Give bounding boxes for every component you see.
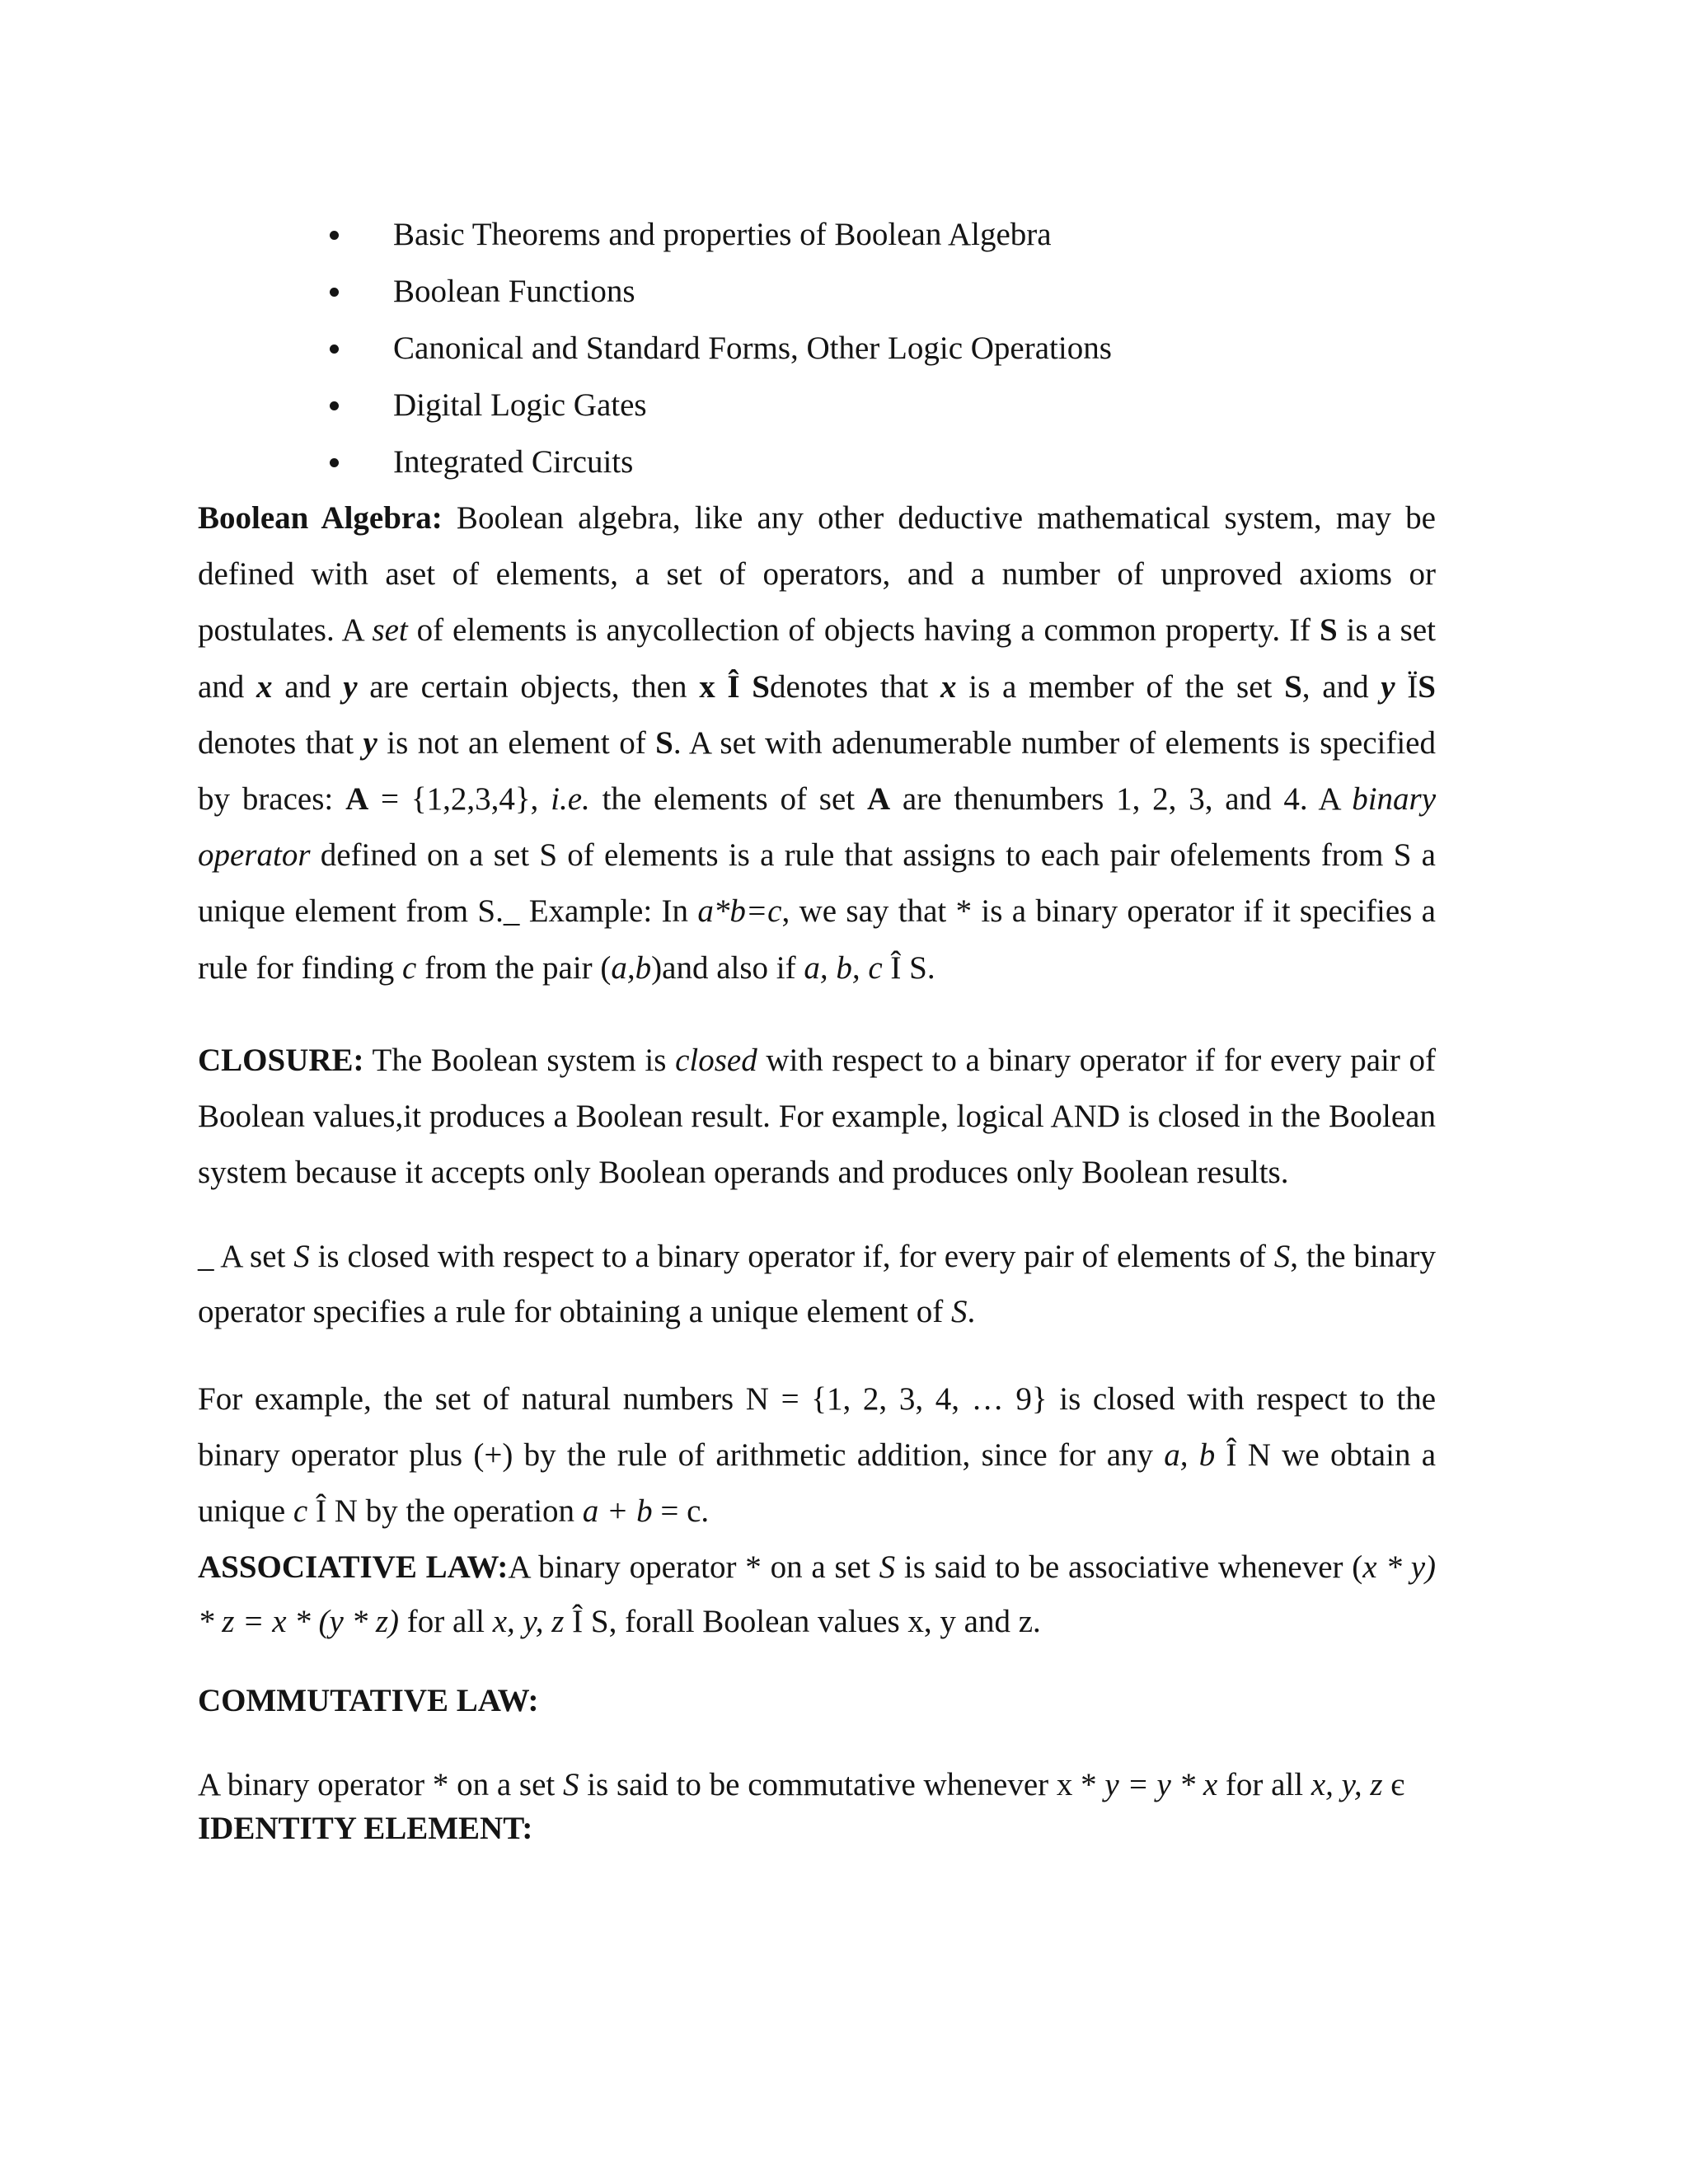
boolean-algebra-heading: Boolean Algebra: [198, 500, 443, 536]
associative-law-heading: ASSOCIATIVE LAW: [198, 1549, 509, 1585]
commutative-law-heading: COMMUTATIVE LAW: [198, 1683, 539, 1718]
bullet-icon [330, 288, 339, 297]
bullet-icon [330, 344, 339, 354]
associative-law-paragraph: ASSOCIATIVE LAW:A binary operator * on a set S is said to be associative whenever (x * y) * z = x * (y * z) for all x, y, z Î S, forall Boolean values x, y and z. [198, 1549, 1436, 1639]
boolean-algebra-paragraph: Boolean Algebra: Boolean algebra, like any other deductive mathematical system, may be defined with aset of elements, a set of operators, and a number of unproved axioms or postulates. A set of elements is anycollection of objects having a common property. If S is a set and x and y are certain objects, then x Î Sdenotes that x is a member of the set S, and y ÏS denotes that y is not an element of S. A set with adenumerable number of elements is specified by braces: A = {1,2,3,4}, i.e. the elements of set A are thenumbers 1, 2, 3, and 4. A binary operator defined on a set S of elements is a rule that assigns to each pair ofelements from S a unique element from S._ Example: In a*b=c, we say that * is a binary operator if it specifies a rule for finding c from the pair (a,b)and also if a, b, c Î S. [198, 500, 1437, 986]
closure-paragraph: CLOSURE: The Boolean system is closed with respect to a binary operator if for every pair of Boolean values,it produces a Boolean result. For example, logical AND is closed in the Boolean system because it accepts only Boolean operands and produces only Boolean results. [198, 1043, 1436, 1191]
bullet-icon [330, 458, 339, 467]
closure-heading: CLOSURE: [198, 1043, 364, 1078]
closed-set-paragraph: _ A set S is closed with respect to a binary operator if, for every pair of elements of S, the binary operator specifies a rule for obtaining a unique element of S. [198, 1239, 1437, 1329]
bullet-icon [330, 231, 339, 240]
commutative-law-text: A binary operator * on a set S is said to be commutative whenever x * y = y * x for all x, y, z є [198, 1767, 1405, 1802]
bullet-icon [330, 401, 339, 410]
document-page: Basic Theorems and properties of Boolean Algebra Boolean Functions Canonical and Standard Forms, Other Logic Operations Digital Logic Gates Integrated Circuits Boolean Algebra: Boolean algebra, like any other deductive mathematical system, may be defined with aset of elements, a set of operators, and a number of unproved axioms or postulates. A set of elements is anycollection of objects having a common property. If S is a set and x and y are certain objects, then x Î Sdenotes that x is a member of the set S, and y ÏS denotes that y is not an element of S. A set with adenumerable number of elements is specified by braces: A = {1,2,3,4}, i.e. the elements of set A are thenumbers 1, 2, 3, and 4. A binary operator defined on a set S of elements is a rule that assigns to each pair ofelements from S a unique element from S._ Example: In a*b=c, we say that * is a binary operator if it specifies a rule for finding c from the pair (a,b)and also if a, b, c Î S. CLOSURE: The Boolean system is closed with respect to a binary operator if for every pair of Boolean values,it produces a Boolean result. For example, logical AND is closed in the Boolean system because it accepts only Boolean operands and produces only Boolean results. _ A set S is closed with respect to a binary operator if, for every pair of elements of S, the binary operator specifies a rule for obtaining a unique element of S. For example, the set of natural numbers N = {1, 2, 3, 4, … 9} is closed with respect to the binary operator plus (+) by the rule of arithmetic addition, since for any a, b Î N we obtain a unique c Î N by the operation a + b = c. ASSOCIATIVE LAW:A binary operator * on a set S is said to be associative whenever (x * y) * z = x * (y * z) for all x, y, z Î S, forall Boolean values x, y and z. COMMUTATIVE LAW: A binary operator * on a set S is said to be commutative whenever x * y = y * x for all x, y, z є IDENTITY ELEMENT: [0, 0, 1688, 2184]
identity-element-heading: IDENTITY ELEMENT: [198, 1811, 533, 1846]
natural-numbers-paragraph: For example, the set of natural numbers N = {1, 2, 3, 4, … 9} is closed with respect to the binary operator plus (+) by the rule of arithmetic addition, since for any a, b Î N we obtain a unique c Î N by the operation a + b = c. [198, 1381, 1437, 1529]
